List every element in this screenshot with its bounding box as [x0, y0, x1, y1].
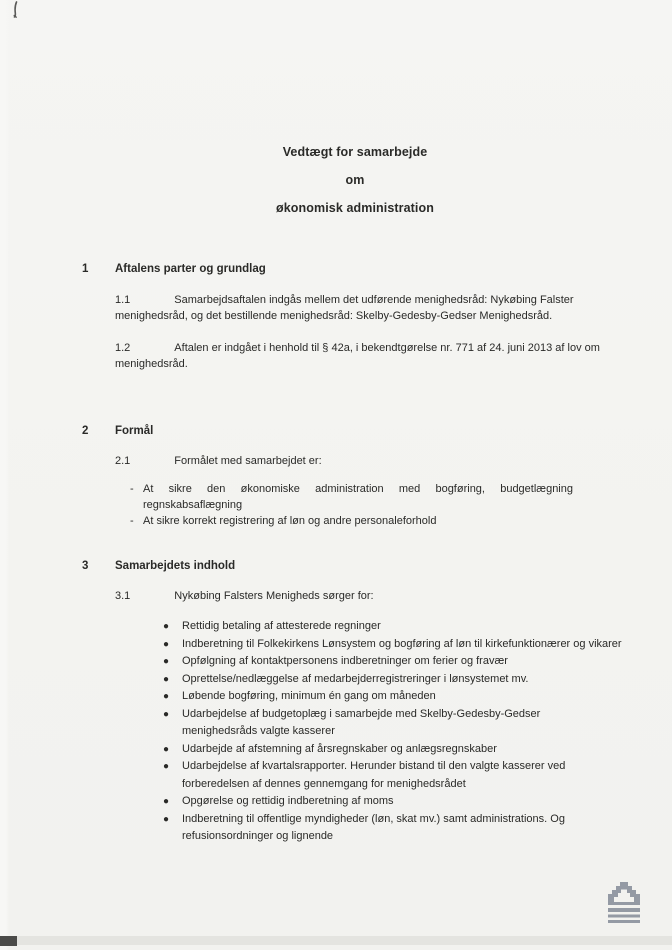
bullet-icon: ● [163, 656, 170, 667]
bullet-icon: ● [163, 673, 170, 685]
bullet-item-text: Rettidig betaling af attesterede regninger [182, 620, 381, 632]
section-2-heading [82, 423, 672, 439]
bullet-item-text: Oprettelse/nedlæggelse af medarbejderregistreringer i lønsystemet mv. [182, 672, 529, 685]
clause-3-1-number: 3.1 [115, 590, 131, 602]
bullet-item [163, 671, 672, 689]
clause-1-1-text: Samarbejdsaftalen indgås mellem det udførende menighedsråd: Nykøbing Falster menighedsråd, og det bestillende menighedsråd: Skelby-Gedesby-Gedser Menighedsråd. [115, 294, 574, 322]
bullet-icon: ● [163, 691, 170, 702]
clause-1-1 [115, 292, 615, 324]
bullet-item-text: Indberetning til offentlige myndigheder (løn, skat mv.) samt administrations. Og refusionsordninger og lignende [182, 812, 565, 842]
clause-2-1 [115, 453, 615, 469]
scan-edge-band [0, 936, 672, 945]
bullet-item [163, 758, 672, 793]
dash-item [130, 513, 672, 529]
bullet-item-text: Løbende bogføring, minimum én gang om måneden [182, 690, 436, 702]
clause-1-2 [115, 340, 615, 372]
dash-item-text: At sikre korrekt registrering af løn og andre personaleforhold [143, 515, 437, 527]
bullet-icon: ● [163, 796, 170, 807]
bullet-item [163, 688, 672, 706]
scan-corner-artifact [0, 936, 17, 946]
dash-item [130, 481, 672, 513]
bullet-item [163, 793, 672, 811]
document-title [0, 0, 672, 222]
clause-2-1-text: Formålet med samarbejdet er: [174, 455, 322, 467]
clause-3-1-text: Nykøbing Falsters Menigheds sørger for: [174, 590, 374, 602]
clause-1-1-number: 1.1 [115, 294, 131, 306]
bullet-item [163, 811, 672, 846]
section-3-heading [82, 558, 672, 574]
clause-3-1 [115, 588, 615, 604]
document-title-line-1: Vedtægt for samarbejde [282, 145, 428, 159]
bullet-item-text: Opfølgning af kontaktpersonens indberetninger om ferier og fravær [182, 655, 508, 667]
handwritten-mark-icon [10, 1, 24, 21]
section-3-heading-text: Samarbejdets indhold [115, 560, 236, 572]
dash-item-text: At sikre den økonomiske administration med bogføring, budgetlægning regnskabsaflægning [143, 483, 573, 511]
bullet-icon: ● [163, 743, 170, 755]
bullet-icon: ● [163, 638, 170, 650]
bullet-item-text: Udarbejde af afstemning af årsregnskaber og anlægsregnskaber [182, 742, 497, 755]
bullet-icon: ● [163, 813, 170, 825]
bullet-item [163, 653, 672, 671]
bullet-item [163, 636, 672, 654]
dash-icon: - [130, 483, 134, 495]
bullet-item [163, 741, 672, 759]
bullet-icon: ● [163, 761, 170, 772]
bullet-item-text: Indberetning til Folkekirkens Lønsystem og bogføring af løn til kirkefunktionærer og vikarer [182, 637, 622, 650]
section-2-number: 2 [82, 425, 89, 437]
document-title-line-3: økonomisk administration [276, 201, 434, 215]
clause-2-1-number: 2.1 [115, 455, 131, 467]
purpose-dash-list [130, 481, 672, 529]
document-title-line-2: om [345, 173, 365, 187]
bullet-item-text: Udarbejdelse af budgetoplæg i samarbejde med Skelby-Gedesby-Gedser menighedsråds valgte kasserer [182, 707, 541, 737]
bullet-item-text: Opgørelse og rettidig indberetning af moms [182, 795, 394, 807]
crown-logo-icon [606, 882, 642, 924]
tasks-bullet-list [163, 618, 672, 846]
bullet-item-text: Udarbejdelse af kvartalsrapporter. Herunder bistand til den valgte kasserer ved forberedelsen af dennes gennemgang for menighedsrådet [182, 760, 566, 790]
bullet-icon: ● [163, 621, 170, 632]
bullet-item [163, 618, 672, 636]
clause-1-2-number: 1.2 [115, 342, 131, 354]
bullet-item [163, 706, 672, 741]
dash-icon: - [130, 515, 134, 527]
section-3-number: 3 [82, 560, 89, 572]
clause-1-2-text: Aftalen er indgået i henhold til § 42a, i bekendtgørelse nr. 771 af 24. juni 2013 af lov om menighedsråd. [115, 342, 600, 370]
section-2-heading-text: Formål [115, 425, 154, 437]
section-1-heading-text: Aftalens parter og grundlag [115, 263, 266, 275]
bullet-icon: ● [163, 708, 170, 720]
section-1-number: 1 [82, 263, 89, 275]
section-1-heading [82, 261, 672, 277]
